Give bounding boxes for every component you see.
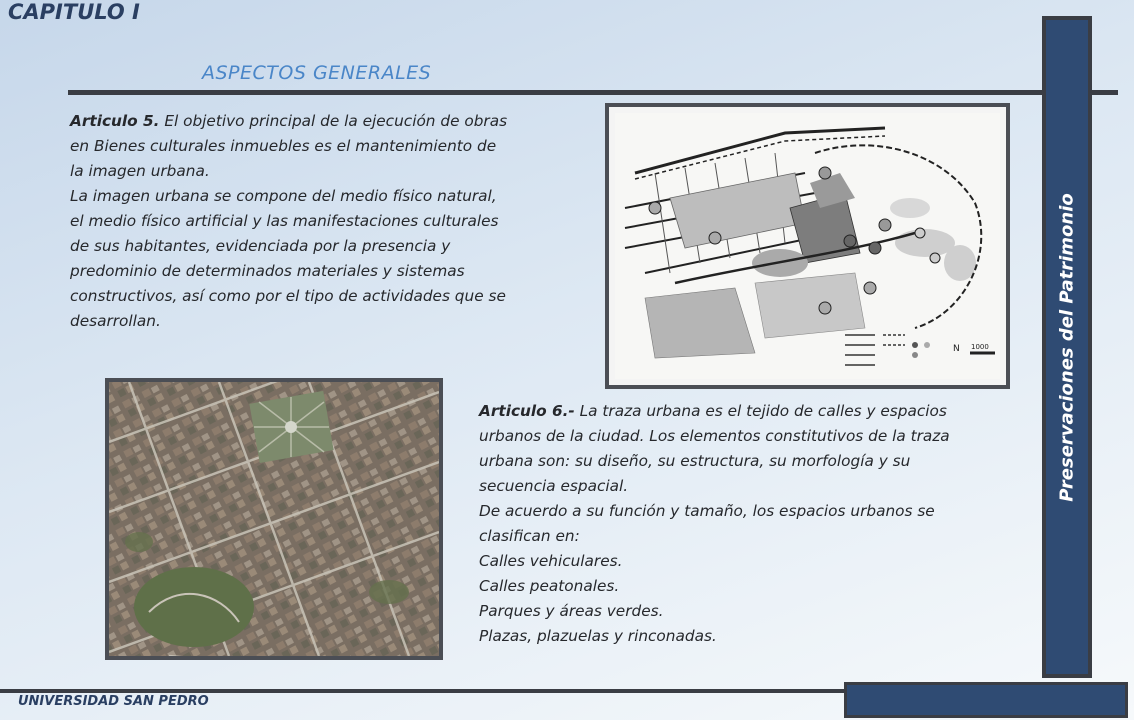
- urban-map-figure: [605, 103, 1010, 389]
- article-5-line: La imagen urbana se compone del medio físico natural,: [70, 187, 497, 205]
- top-divider: [68, 90, 1118, 95]
- article-6-label: Articulo 6.-: [479, 402, 575, 420]
- article-5-line: predominio de determinados materiales y sistemas: [70, 262, 465, 280]
- section-title: ASPECTOS GENERALES: [202, 62, 432, 84]
- article-6-line: Plazas, plazuelas y rinconadas.: [479, 627, 717, 645]
- footer-block: [844, 682, 1128, 718]
- aerial-photo-drawing: [109, 382, 439, 656]
- sidebar-banner: [1042, 16, 1092, 678]
- article-5-line: en Bienes culturales inmuebles es el mantenimiento de: [70, 137, 497, 155]
- aerial-photo: [105, 378, 443, 660]
- article-6-line: Parques y áreas verdes.: [479, 602, 664, 620]
- article-5: [70, 109, 545, 334]
- article-6-line: Calles peatonales.: [479, 577, 620, 595]
- footer-university: UNIVERSIDAD SAN PEDRO: [18, 694, 209, 709]
- article-5-label: Articulo 5.: [70, 112, 160, 130]
- article-6-line: De acuerdo a su función y tamaño, los espacios urbanos se: [479, 502, 935, 520]
- article-5-line: constructivos, así como por el tipo de actividades que se: [70, 287, 506, 305]
- article-6-line: Calles vehiculares.: [479, 552, 623, 570]
- svg-text:N: N: [953, 344, 960, 354]
- article-6-line: urbanos de la ciudad. Los elementos constitutivos de la traza: [479, 427, 950, 445]
- article-6-line: urbana son: su diseño, su estructura, su morfología y su: [479, 452, 911, 470]
- article-6-line: Articulo 6.- La traza urbana es el tejido de calles y espacios: [479, 402, 947, 420]
- article-5-line: de sus habitantes, evidenciada por la presencia y: [70, 237, 451, 255]
- chapter-title: CAPITULO I: [8, 0, 140, 24]
- article-6-line: secuencia espacial.: [479, 477, 629, 495]
- urban-map-drawing: [615, 113, 1000, 379]
- article-6-line: clasifican en:: [479, 527, 580, 545]
- article-5-line: desarrollan.: [70, 312, 161, 330]
- article-6: [479, 399, 999, 649]
- map-scale-label: 1000: [971, 343, 989, 351]
- bottom-divider: [0, 689, 846, 693]
- article-5-line: el medio físico artificial y las manifestaciones culturales: [70, 212, 499, 230]
- sidebar-title: Preservaciones del Patrimonio: [1056, 192, 1078, 502]
- article-5-line: Articulo 5. El objetivo principal de la ejecución de obras: [70, 112, 508, 130]
- article-5-line: la imagen urbana.: [70, 162, 210, 180]
